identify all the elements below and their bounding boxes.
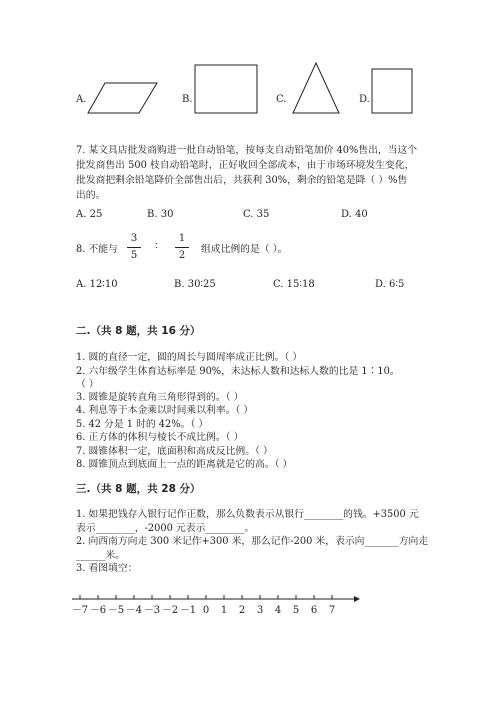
question-8-prefix: 8. 不能与 bbox=[76, 244, 118, 255]
question-7-option-a: A. 25 bbox=[76, 209, 103, 220]
section-2-item-3: 3. 圆锥是旋转直角三角形得到的。（ ） bbox=[76, 392, 244, 403]
fraction-2-denominator: 2 bbox=[178, 250, 186, 261]
number-line-arrow-icon bbox=[354, 596, 360, 602]
number-line-label: 3 bbox=[256, 605, 264, 616]
section-2-item-8: 8. 圆锥顶点到底面上一点的距离就是它的高。（ ） bbox=[76, 459, 293, 470]
section-3-title: 三.（共 8 题，共 28 分） bbox=[76, 483, 201, 495]
fraction-1-numerator: 3 bbox=[130, 233, 138, 244]
question-8-suffix: 组成比例的是（ ）。 bbox=[201, 244, 288, 255]
square-shape bbox=[371, 68, 413, 114]
fraction-1-denominator: 5 bbox=[130, 250, 138, 261]
parallelogram-shape bbox=[87, 82, 159, 114]
section-2-item-7: 7. 圆锥体积一定，底面积和高成反比例。（ ） bbox=[76, 446, 273, 457]
number-line bbox=[70, 588, 370, 620]
fraction-one-half bbox=[175, 233, 189, 262]
question-7-option-b: B. 30 bbox=[147, 209, 174, 220]
number-line-label: －7 bbox=[71, 605, 89, 616]
number-line-label: －6 bbox=[89, 605, 107, 616]
section-3-item-1-line-1: 1. 如果把钱存入银行记作正数，那么负数表示从银行________的钱。+3500 元 bbox=[76, 509, 419, 520]
ratio-colon: ∶ bbox=[155, 241, 158, 252]
question-7-option-d: D. 40 bbox=[341, 209, 368, 220]
section-2-item-1: 1. 圆的直径一定，圆的周长与圆周率成正比例。（ ） bbox=[76, 352, 303, 363]
number-line-label: 4 bbox=[274, 605, 282, 616]
question-8-option-d: D. 6∶5 bbox=[375, 279, 405, 290]
question-7-line-4: 出的。 bbox=[76, 190, 106, 201]
question-7-line-1: 7. 某文具店批发商购进一批自动铅笔，按每支自动铅笔加价 40%售出，当这个 bbox=[76, 145, 418, 156]
question-8-option-c: C. 15∶18 bbox=[273, 279, 315, 290]
section-3-item-1-line-2: 表示________，-2000 元表示________。 bbox=[76, 523, 255, 534]
option-label-c: C. bbox=[276, 94, 287, 105]
rectangle-shape bbox=[194, 64, 258, 114]
option-label-a: A. bbox=[76, 94, 87, 105]
number-line-label: －2 bbox=[161, 605, 179, 616]
number-line-label: 5 bbox=[292, 605, 300, 616]
number-line-label: －4 bbox=[125, 605, 143, 616]
section-2-item-2: 2. 六年级学生体育达标率是 90%，未达标人数和达标人数的比是 1∶10。 bbox=[76, 366, 400, 377]
section-3-item-2-line-2: ______米。 bbox=[76, 550, 125, 561]
fraction-2-numerator: 1 bbox=[178, 233, 186, 244]
number-line-label: 2 bbox=[238, 605, 246, 616]
section-2-item-2-answer: （ ） bbox=[76, 379, 99, 390]
number-line-label: －5 bbox=[107, 605, 125, 616]
number-line-label: 6 bbox=[310, 605, 318, 616]
number-line-label: 7 bbox=[328, 605, 336, 616]
triangle-shape bbox=[292, 62, 340, 114]
section-3-item-3: 3. 看图填空： bbox=[76, 563, 138, 574]
number-line-label: 0 bbox=[202, 605, 210, 616]
section-2-title: 二.（共 8 题，共 16 分） bbox=[76, 325, 201, 337]
section-2-item-6: 6. 正方体的体积与棱长不成比例。（ ） bbox=[76, 432, 244, 443]
question-7-line-3: 批发商把剩余铅笔降价全部售出后，共获利 30%，剩余的铅笔是降（ ）%售 bbox=[76, 175, 408, 186]
question-7-line-2: 批发商售出 500 枝自动铅笔时，正好收回全部成本，由于市场环境发生变化， bbox=[76, 160, 415, 171]
section-2-item-4: 4. 利息等于本金乘以时间乘以利率。（ ） bbox=[76, 405, 254, 416]
option-label-d: D. bbox=[359, 94, 370, 105]
number-line-label: 1 bbox=[220, 605, 228, 616]
section-3-item-2-line-1: 2. 向西南方向走 300 米记作+300 米，那么记作-200 米，表示向_______方向走 bbox=[76, 536, 429, 547]
section-2-item-5: 5. 42 分是 1 时的 42%。（ ） bbox=[76, 419, 209, 430]
question-7-option-c: C. 35 bbox=[243, 209, 270, 220]
fraction-three-fifths bbox=[127, 233, 141, 262]
question-8-option-a: A. 12∶10 bbox=[76, 279, 118, 290]
option-label-b: B. bbox=[182, 94, 193, 105]
number-line-label: －1 bbox=[179, 605, 197, 616]
number-line-label: －3 bbox=[143, 605, 161, 616]
question-8-option-b: B. 30∶25 bbox=[174, 279, 216, 290]
